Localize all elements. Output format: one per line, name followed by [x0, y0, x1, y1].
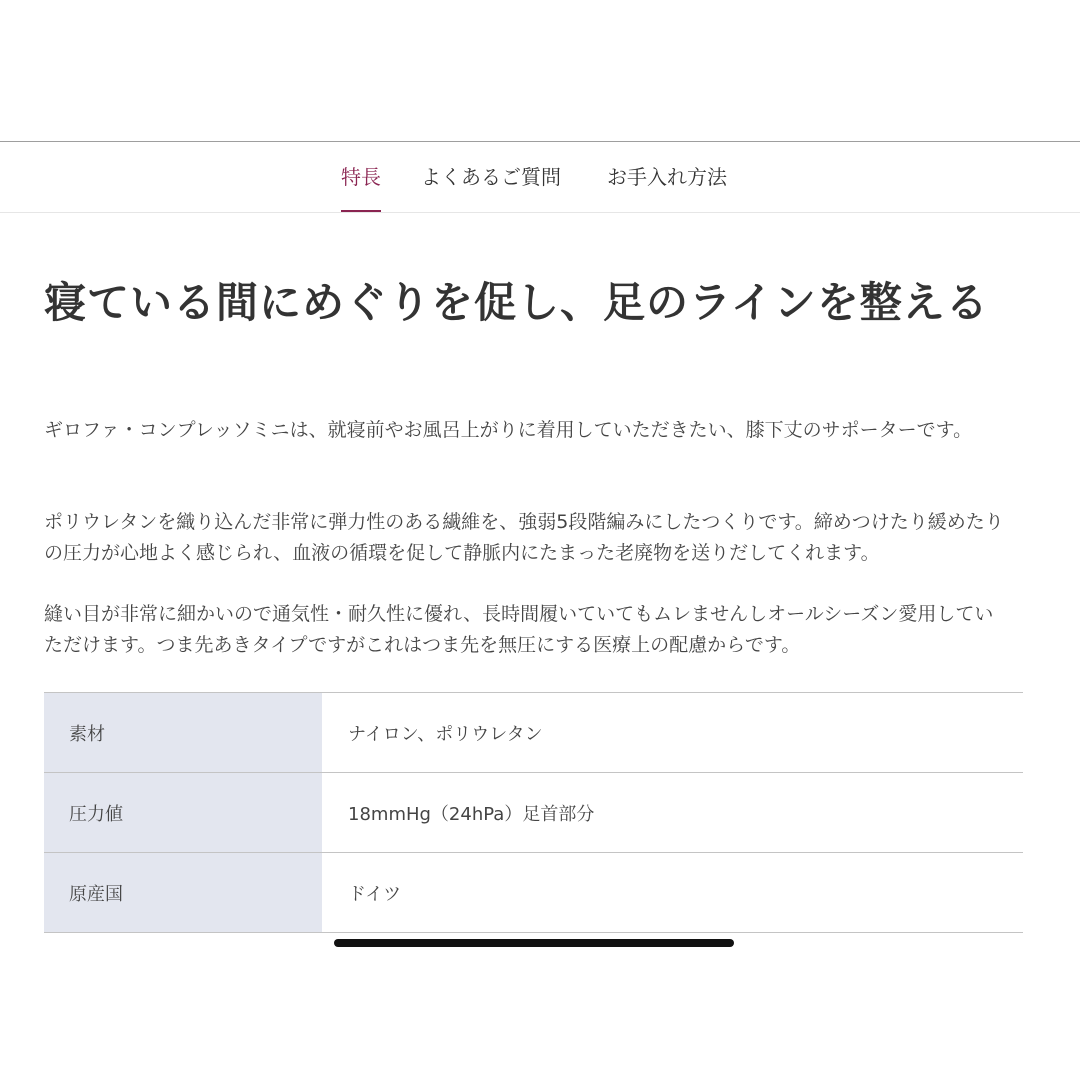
spec-label-origin: 原産国 [44, 853, 322, 933]
spec-value-origin: ドイツ [322, 853, 1023, 933]
table-row [44, 773, 1023, 853]
table-row [44, 853, 1023, 933]
spec-value-material: ナイロン、ポリウレタン [322, 693, 1023, 773]
page-title: 寝ている間にめぐりを促し、足のラインを整える [44, 278, 989, 327]
home-indicator-bar[interactable] [334, 939, 734, 947]
tab-features[interactable]: 特長 [341, 165, 381, 189]
active-tab-indicator [341, 210, 381, 212]
spec-label-pressure: 圧力値 [44, 773, 322, 853]
table-row [44, 693, 1023, 773]
spec-table [44, 692, 1023, 933]
description-paragraph-2: ポリウレタンを織り込んだ非常に弾力性のある繊維を、強弱5段階編みにしたつくりです。締めつけたり緩めたりの圧力が心地よく感じられ、血液の循環を促して静脈内にたまった老廃物を送りだしてくれます。 [44, 511, 1004, 564]
tab-care[interactable]: お手入れ方法 [607, 165, 727, 189]
tab-faq[interactable]: よくあるご質問 [421, 165, 561, 189]
top-blank-area [0, 0, 1080, 141]
description-paragraph-3: 縫い目が非常に細かいので通気性・耐久性に優れ、長時間履いていてもムレませんしオールシーズン愛用していただけます。つま先あきタイプですがこれはつま先を無圧にする医療上の配慮からです。 [44, 603, 994, 656]
spec-label-material: 素材 [44, 693, 322, 773]
spec-value-pressure: 18mmHg（24hPa）足首部分 [322, 773, 1023, 853]
description-paragraph-1: ギロファ・コンプレッソミニは、就寝前やお風呂上がりに着用していただきたい、膝下丈のサポーターです。 [44, 419, 973, 441]
